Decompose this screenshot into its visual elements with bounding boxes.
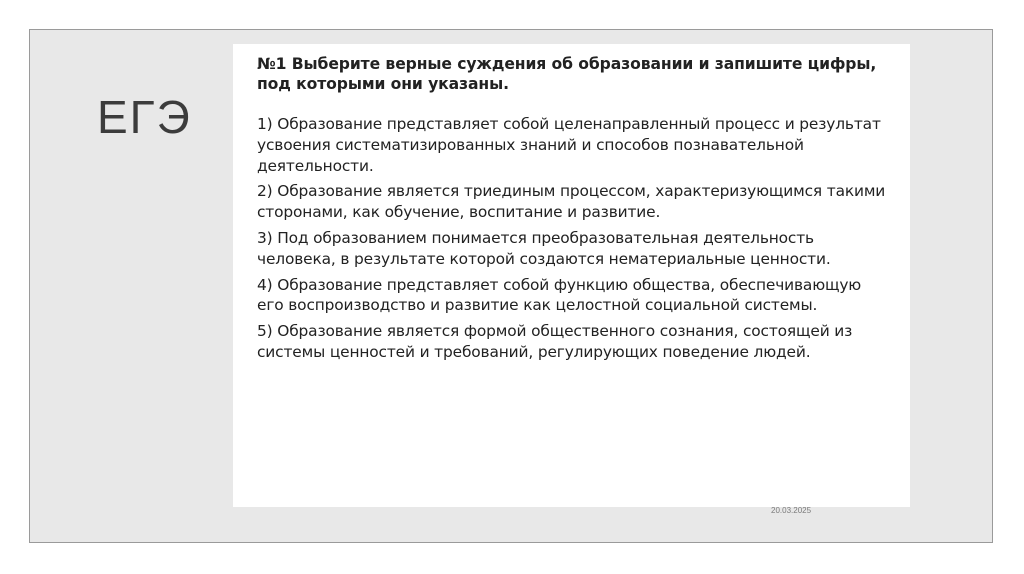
option-3: 3) Под образованием понимается преобразовательная деятельность человека, в результате которой создаются нематериальные ценности. [257,228,831,268]
option-4: 4) Образование представляет собой функцию общества, обеспечивающую его воспроизводство и развитие как целостной социальной системы. [257,275,862,315]
question-card [233,44,910,507]
option-1: 1) Образование представляет собой целенаправленный процесс и результат усвоения систематизированных знаний и способов познавательной деятельности. [257,115,881,175]
question-text: №1 Выберите верные суждения об образовании и запишите цифры, под которыми они указаны. [257,55,877,93]
slide [29,29,993,543]
slide-side-title: ЕГЭ [97,91,192,143]
options-list [257,114,890,363]
option-2: 2) Образование является триединым процессом, характеризующимся такими сторонами, как обучение, воспитание и развитие. [257,182,886,222]
option-5: 5) Образование является формой общественного сознания, состоящей из системы ценностей и требований, регулирующих поведение людей. [257,322,853,361]
slide-date: 20.03.2025 [771,506,812,515]
